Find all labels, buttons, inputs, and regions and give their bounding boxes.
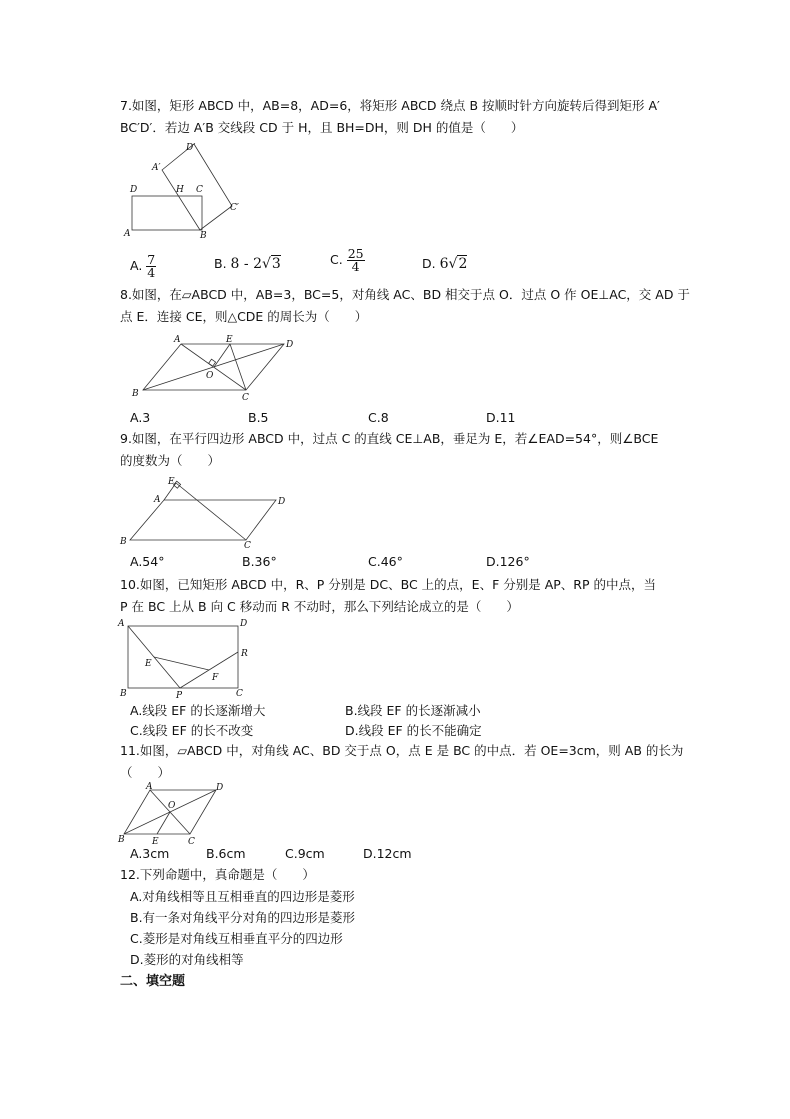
q9-option-c: C.46° [368, 554, 403, 569]
q11-option-c: C.9cm [285, 846, 325, 861]
q9-line-2: 的度数为（ ） [120, 453, 221, 468]
q8-line-1: 8.如图，在▱ABCD 中，AB=3，BC=5，对角线 AC、BD 相交于点 O．过点 O 作 OE⊥AC，交 AD 于 [120, 287, 690, 302]
q10-rect-abcd [128, 626, 238, 688]
q7-line-1: 7.如图，矩形 ABCD 中，AB=8，AD=6，将矩形 ABCD 绕点 B 按顺时针方向旋转后得到矩形 A′ [120, 98, 660, 113]
section-heading-fill-in: 二、填空题 [120, 974, 186, 989]
q12-option-a: A.对角线相等且互相垂直的四边形是菱形 [130, 889, 355, 904]
q11-label-e: E [152, 837, 159, 846]
q11-label-c: C [188, 837, 195, 846]
q9-option-d: D.126° [486, 554, 530, 569]
q11-option-d: D.12cm [363, 846, 412, 861]
q8-right-angle [209, 359, 216, 366]
q9-option-b: B.36° [242, 554, 277, 569]
q8-line-oe [214, 344, 230, 367]
q11-label-a: A [146, 782, 153, 792]
q7-figure [122, 140, 252, 243]
q10-label-p: P [176, 691, 183, 700]
q7-label-c1: C′ [230, 203, 239, 213]
q11-label-b: B [118, 835, 125, 845]
question-10 [120, 574, 680, 618]
question-7 [120, 95, 680, 139]
question-12 [120, 864, 680, 886]
q12-option-d: D.菱形的对角线相等 [130, 952, 244, 967]
q10-line-2: P 在 BC 上从 B 向 C 移动而 R 不动时，那么下列结论成立的是（ ） [120, 599, 519, 614]
q7-line-2: BC′D′．若边 A′B 交线段 CD 于 H，且 BH=DH，则 DH 的值是（ ） [120, 120, 524, 135]
q7-label-b: B [200, 231, 207, 240]
q8-label-c: C [242, 393, 249, 402]
q10-label-a: A [118, 619, 125, 629]
q10-label-c: C [236, 689, 243, 699]
q7-option-c: C. $\frac{25}{4}$ [330, 246, 364, 274]
q11-option-a: A.3cm [130, 846, 170, 861]
question-11 [120, 740, 684, 784]
q11-option-b: B.6cm [206, 846, 246, 861]
q10-option-c: C.线段 EF 的长不改变 [130, 723, 254, 738]
q10-label-d: D [240, 619, 248, 629]
q11-line-1: 11.如图，▱ABCD 中，对角线 AC、BD 交于点 O，点 E 是 BC 的中点．若 OE=3cm，则 AB 的长为 [120, 743, 684, 758]
q7-option-b: B. 8 - 2√3 [214, 256, 281, 272]
q10-label-e: E [145, 659, 152, 669]
q10-line-ef [154, 657, 209, 670]
q8-option-c: C.8 [368, 410, 389, 425]
q10-label-f: F [212, 673, 219, 683]
q8-label-o: O [206, 371, 214, 381]
q7-option-a: A. $\frac{7}{4}$ [130, 252, 156, 280]
q8-option-b: B.5 [248, 410, 269, 425]
q10-figure [116, 616, 256, 703]
q8-option-a: A.3 [130, 410, 151, 425]
q8-label-b: B [132, 389, 139, 399]
q11-line-2: （ ） [120, 765, 171, 780]
q9-label-a: A [154, 495, 161, 505]
q7-label-a1: A′ [152, 163, 161, 173]
q9-figure [118, 474, 298, 551]
q10-label-b: B [120, 689, 127, 699]
q10-option-a: A.线段 EF 的长逐渐增大 [130, 703, 266, 718]
q9-line-1: 9.如图，在平行四边形 ABCD 中，过点 C 的直线 CE⊥AB，垂足为 E，若∠EAD=54°，则∠BCE [120, 431, 659, 446]
q7-label-d1: D′ [186, 143, 196, 153]
q8-label-d: D [286, 340, 294, 350]
q10-option-d: D.线段 EF 的长不能确定 [345, 723, 482, 738]
q10-option-b: B.线段 EF 的长逐渐减小 [345, 703, 481, 718]
q9-label-e: E [168, 477, 175, 487]
q11-label-d: D [216, 783, 224, 793]
q10-line-1: 10.如图，已知矩形 ABCD 中，R、P 分别是 DC、BC 上的点，E、F 分别是 AP、RP 的中点，当 [120, 577, 656, 592]
question-8 [120, 284, 690, 328]
q8-figure [126, 330, 306, 405]
q9-parallelogram [130, 500, 276, 540]
question-9 [120, 428, 680, 472]
q7-label-a: A [124, 229, 131, 239]
q7-label-c: C [196, 185, 203, 195]
q7-label-h: H [176, 185, 184, 195]
q9-label-d: D [278, 497, 286, 507]
q9-option-a: A.54° [130, 554, 165, 569]
q7-option-d: D. 6√2 [422, 256, 468, 272]
q11-label-o: O [168, 801, 176, 811]
q8-line-ce [230, 344, 246, 390]
q8-label-a: A [174, 335, 181, 345]
q12-option-c: C.菱形是对角线互相垂直平分的四边形 [130, 931, 343, 946]
q10-label-r: R [241, 649, 248, 659]
q8-label-e: E [226, 335, 233, 345]
q9-line-ce [176, 483, 246, 540]
q11-figure [116, 780, 226, 849]
q8-option-d: D.11 [486, 410, 516, 425]
q12-option-b: B.有一条对角线平分对角的四边形是菱形 [130, 910, 356, 925]
q12-line-1: 12.下列命题中，真命题是（ ） [120, 867, 315, 882]
q9-label-b: B [120, 537, 127, 547]
q9-label-c: C [244, 541, 251, 548]
q8-diagonal-bd [143, 344, 284, 390]
q7-rect-abcd [132, 196, 202, 230]
q8-line-2: 点 E．连接 CE，则△CDE 的周长为（ ） [120, 309, 368, 324]
q7-label-d: D [130, 185, 138, 195]
